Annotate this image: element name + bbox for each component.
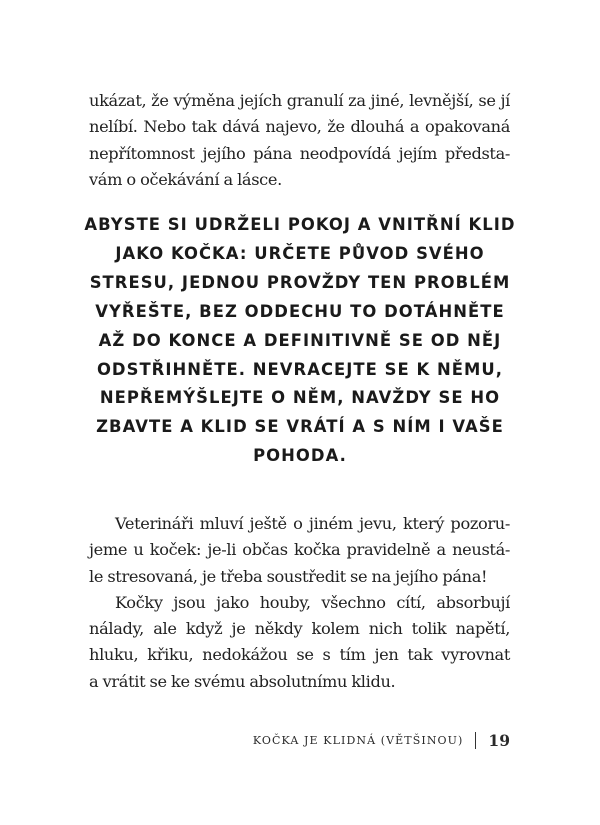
callout-line: ZBAVTE A KLID SE VRÁTÍ A S NÍM I VAŠE — [96, 417, 504, 437]
text-line: a vrátit se ke svému absolutnímu klidu. — [89, 671, 396, 691]
text-line: Veterináři mluví ještě o jiném jevu, který pozoru- — [115, 514, 510, 533]
text-line: vám o očekávání a lásce. — [89, 169, 282, 189]
callout-line: VYŘEŠTE, BEZ ODDECHU TO DOTÁHNĚTE — [95, 301, 505, 321]
footer-divider — [475, 732, 476, 749]
paragraph-top — [89, 88, 510, 193]
callout-line: STRESU, JEDNOU PROVŽDY TEN PROBLÉM — [89, 272, 511, 292]
callout-line: ODSTŘIHNĚTE. NEVRACEJTE SE K NĚMU, — [96, 359, 504, 379]
callout-heading — [80, 211, 520, 471]
text-line: hluku, křiku, nedokážou se s tím jen tak vyrovnat — [89, 645, 510, 665]
page-footer — [250, 729, 510, 751]
text-line: nelíbí. Nebo tak dává najevo, že dlouhá a opakovaná — [89, 117, 510, 137]
callout-line: JAKO KOČKA: URČETE PŮVOD SVÉHO — [115, 243, 485, 263]
text-line: le stresovaná, je třeba soustředit se na jejího pána! — [89, 566, 488, 586]
callout-line: ABYSTE SI UDRŽELI POKOJ A VNITŘNÍ KLID — [84, 215, 516, 234]
callout-line: AŽ DO KONCE A DEFINITIVNĚ SE OD NĚJ — [98, 330, 502, 350]
text-line: Kočky jsou jako houby, všechno cítí, absorbují — [115, 592, 510, 612]
callout-line: NEPŘEMÝŠLEJTE O NĚM, NAVŽDY SE HO — [99, 388, 501, 408]
callout-line: POHODA. — [253, 446, 347, 466]
paragraph-bottom — [89, 511, 510, 695]
text-line: nálady, ale když je někdy kolem nich tolik napětí, — [89, 619, 510, 639]
text-line: jeme u koček: je-li občas kočka pravidelně a neustá- — [89, 540, 510, 560]
text-line: nepřítomnost jejího pána neodpovídá jejím předsta- — [89, 143, 510, 163]
page-number: 19 — [488, 730, 510, 750]
text-line: ukázat, že výměna jejích granulí za jiné, levnější, se jí — [89, 91, 510, 110]
running-head: KOČKA JE KLIDNÁ (VĚTŠINOU) — [252, 733, 464, 747]
